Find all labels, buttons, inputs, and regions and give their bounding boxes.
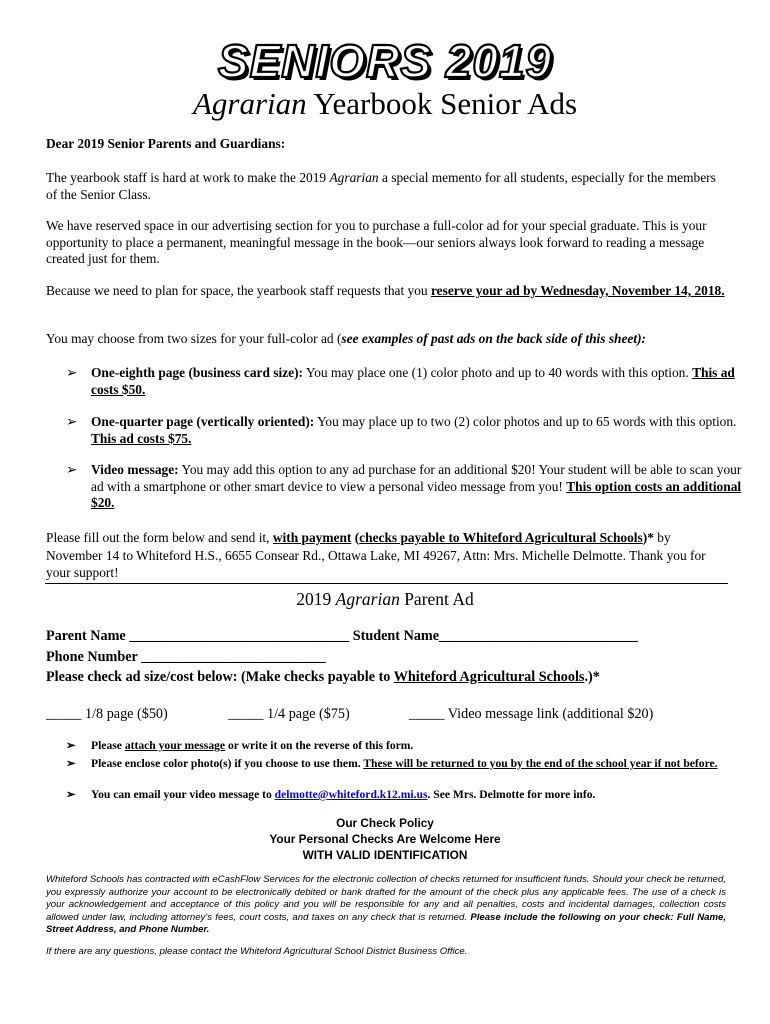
p1-italic: Agrarian — [329, 170, 379, 185]
contact-note: If there are any questions, please contact the Whiteford Agricultural School District Business Office. — [46, 946, 468, 957]
paragraph-sizes — [46, 331, 726, 348]
option-label: 1/8 page ($50) — [81, 706, 168, 722]
bullet-label: One-eighth page (business card size): — [91, 365, 304, 380]
arrow-bullet-icon: ➢ — [66, 757, 76, 770]
email-link[interactable]: delmotte@whiteford.k12.mi.us — [274, 788, 428, 801]
arrow-bullet-icon: ➢ — [66, 414, 78, 429]
sub-bullet-text: Please enclose color photo(s) if you choose to use them. — [91, 757, 364, 770]
p5-paren: ( — [351, 530, 360, 545]
attach-message-text: attach your message — [124, 739, 226, 752]
subtitle-rest: Yearbook Senior Ads — [306, 86, 578, 121]
banner-title: SENIORS 2019 — [217, 35, 553, 87]
paragraph-reserved: We have reserved space in our advertising section for you to purchase a full-color ad for your special graduate. This is your opportunity to place a permanent, meaningful message in the book—our seniors always look forward to reading a message created just for them. — [46, 218, 707, 266]
paragraph-intro — [46, 170, 726, 203]
policy-heading: Our Check Policy — [336, 816, 434, 830]
checks-payable-text: checks payable to Whiteford Agricultural Schools — [359, 530, 643, 545]
p5-address: by November 14 to Whiteford H.S., 6655 Consear Rd., Ottawa Lake, MI 49267, Attn: Mrs. Michelle Delmotte. Thank you for your support! — [46, 530, 706, 580]
option-checkbox-blank[interactable]: _____ — [409, 706, 445, 722]
bullet-cost: This ad costs $75. — [91, 430, 192, 446]
form-title — [0, 588, 770, 610]
policy-fine-print — [46, 874, 726, 937]
bullet-video-message — [66, 462, 751, 512]
bullet-text: You may place one (1) color photo and up to 40 words with this option. — [303, 365, 693, 380]
p1-text-end: a special memento for all students, especially for the members of the Senior Class. — [46, 170, 716, 202]
fine-print-text: Whiteford Schools has contracted with eCashFlow Services for the electronic collection of checks returned for insufficient funds. Should your check be returned, you expressly authorize your account to be electronically debited or bank drafted for the amount of the check plus any applicable fees. The use of a check is your acknowledgement and acceptance of this policy and you will be responsible for any and all penalties, costs and incidental damages, collection costs allowed under law, including attorney's fees, court costs, and taxes on any check that is returned. — [46, 874, 726, 923]
parent-name-field[interactable]: _______________________________ — [129, 628, 350, 644]
p1-text: The yearbook staff is hard at work to make the 2019 — [46, 170, 330, 185]
bullet-cost: This option costs an additional $20. — [91, 478, 742, 510]
phone-label: Phone Number — [46, 649, 138, 665]
arrow-bullet-icon: ➢ — [66, 365, 78, 380]
check-size-row — [46, 668, 736, 686]
bullet-label: One-quarter page (vertically oriented): — [91, 414, 315, 429]
sub-bullet-photos — [66, 757, 751, 772]
p3-text: Because we need to plan for space, the yearbook staff requests that you — [46, 283, 431, 298]
fine-print-bold: Please include the following on your check: Full Name, Street Address, and Phone Number. — [46, 911, 726, 936]
option-video-link[interactable] — [409, 705, 653, 723]
option-label: Video message link (additional $20) — [444, 706, 654, 722]
photos-returned-text: These will be returned to you by the end of the school year if not before. — [363, 757, 718, 770]
option-checkbox-blank[interactable]: _____ — [228, 706, 264, 722]
sub-bullet-email — [66, 788, 751, 803]
arrow-bullet-icon: ➢ — [66, 462, 78, 477]
policy-id: WITH VALID IDENTIFICATION — [302, 848, 468, 862]
page-subtitle — [0, 86, 770, 122]
arrow-bullet-icon: ➢ — [66, 739, 76, 752]
paragraph-instructions — [46, 529, 726, 582]
form-title-rest: Parent Ad — [399, 589, 474, 609]
p4-emphasis: see examples of past ads on the back side of this sheet): — [341, 331, 647, 346]
sub-bullet-text-end: . See Mrs. Delmotte for more info. — [427, 788, 596, 801]
bullet-cost: This ad costs $50. — [91, 365, 735, 397]
subtitle-italic: Agrarian — [192, 86, 307, 121]
bullet-label: Video message: — [91, 462, 179, 477]
greeting: Dear 2019 Senior Parents and Guardians: — [46, 136, 286, 151]
student-name-label: Student Name — [352, 628, 440, 644]
section-divider — [45, 583, 728, 584]
option-label: 1/4 page ($75) — [263, 706, 350, 722]
check-size-note: : (Make checks payable to — [232, 669, 394, 685]
phone-row — [46, 648, 736, 666]
student-name-field[interactable]: ____________________________ — [439, 628, 638, 644]
parent-name-label: Parent Name — [46, 628, 126, 644]
option-eighth-page[interactable] — [46, 705, 168, 723]
phone-field[interactable]: __________________________ — [141, 649, 326, 665]
form-title-year: 2019 — [296, 589, 336, 609]
bullet-text: You may add this option to any ad purchase for an additional $20! Your student will be able to scan your ad with a smartphone or other smart device to view a personal video message from you! — [91, 462, 742, 494]
p4-text: You may choose from two sizes for your full-color ad ( — [46, 331, 342, 346]
paragraph-deadline — [46, 283, 726, 300]
check-size-note-end: .)* — [584, 669, 600, 685]
deadline-text: reserve your ad by Wednesday, November 14, 2018. — [430, 283, 725, 298]
bullet-quarter-page — [66, 414, 751, 447]
name-row — [46, 627, 736, 645]
form-title-italic: Agrarian — [335, 589, 400, 609]
bullet-eighth-page — [66, 365, 751, 398]
bullet-text: You may place up to two (2) color photos and up to 65 words with this option. — [314, 414, 737, 429]
option-checkbox-blank[interactable]: _____ — [46, 706, 82, 722]
p5-text: Please fill out the form below and send it, — [46, 530, 273, 545]
arrow-bullet-icon: ➢ — [66, 788, 76, 801]
with-payment-text: with payment — [272, 530, 352, 545]
sub-bullet-text-end: or write it on the reverse of this form. — [225, 739, 414, 752]
p5-paren-close: )* — [642, 530, 654, 545]
option-quarter-page[interactable] — [228, 705, 350, 723]
sub-bullet-attach — [66, 739, 751, 754]
sub-bullet-text: Please — [91, 739, 125, 752]
check-size-label: Please check ad size/cost below — [46, 669, 233, 685]
payable-to-text: Whiteford Agricultural Schools — [393, 669, 585, 685]
policy-welcome: Your Personal Checks Are Welcome Here — [269, 832, 501, 846]
sub-bullet-text: You can email your video message to — [91, 788, 275, 801]
